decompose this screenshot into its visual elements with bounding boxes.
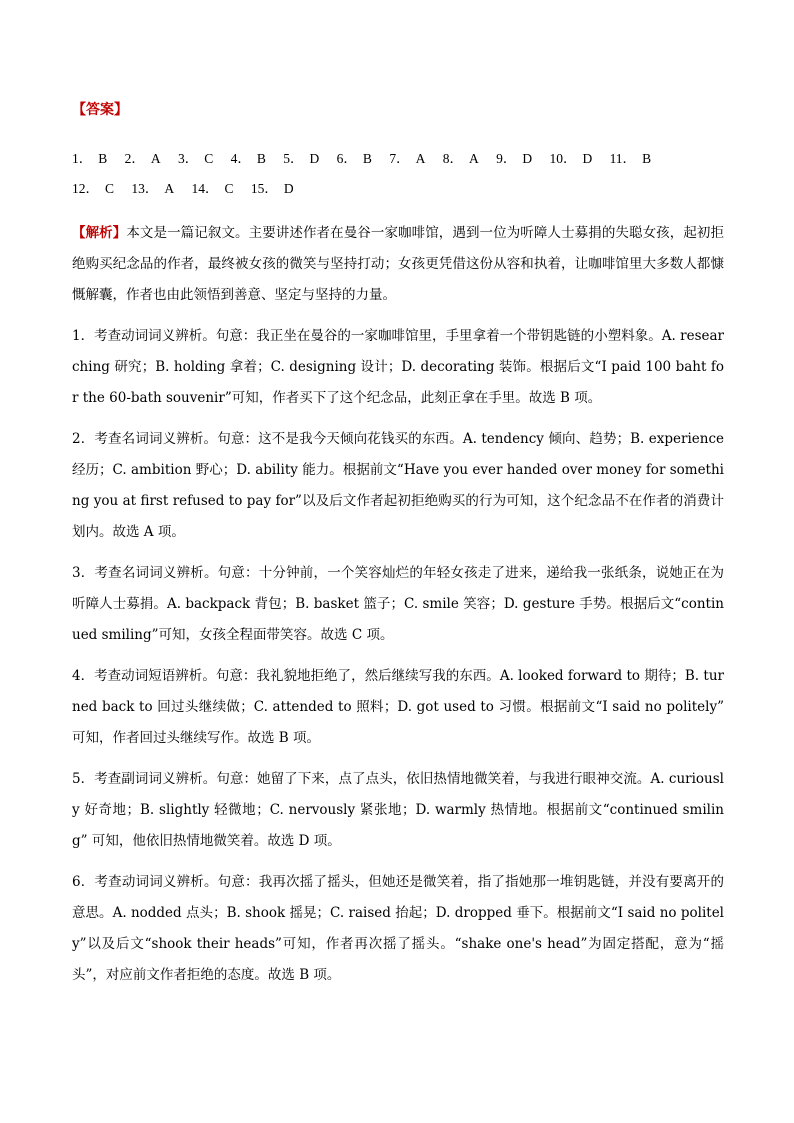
answer-number: 3． <box>178 151 199 166</box>
answer-item <box>178 144 213 174</box>
answer-item <box>443 144 479 174</box>
answer-item <box>283 144 319 174</box>
answer-number: 7． <box>389 151 410 166</box>
answer-number: 2． <box>124 151 145 166</box>
analysis-paragraph <box>72 218 724 311</box>
answer-value: B <box>256 151 266 166</box>
answer-key <box>72 144 724 204</box>
answer-value: D <box>582 151 593 166</box>
question-explanation-4: 4．考查动词短语辨析。句意：我礼貌地拒绝了，然后继续写我的东西。A. looked forward to 期待；B. turned back to 回过头继续做；C. attended to 照料；D. got used to 习惯。根据前文“I said no politely” 可知，作者回过头继续写作。故选 B 项。 <box>72 668 724 746</box>
answer-row <box>72 174 724 204</box>
answer-item <box>610 144 652 174</box>
answer-item <box>251 174 294 204</box>
analysis-summary: 本文是一篇记叙文。主要讲述作者在曼谷一家咖啡馆，遇到一位为听障人士募捐的失聪女孩，起初拒绝购买纪念品的作者，最终被女孩的微笑与坚持打动；女孩更凭借这份从容和执着，让咖啡馆里大多数人都慷慨解囊，作者也由此领悟到善意、坚定与坚持的力量。 <box>72 225 725 303</box>
answer-value: B <box>362 151 372 166</box>
answer-heading-bracket-left: 【 <box>72 102 86 118</box>
answer-value: B <box>642 151 652 166</box>
answer-number: 9． <box>496 151 517 166</box>
answer-number: 8． <box>442 151 463 166</box>
analysis-label: 【解析】 <box>72 225 127 241</box>
answer-value: A <box>164 181 175 196</box>
answer-item <box>496 144 532 174</box>
document-page <box>72 98 724 991</box>
answer-value: A <box>415 151 426 166</box>
answer-number: 5． <box>283 151 304 166</box>
answer-row <box>72 144 724 174</box>
answer-item <box>72 144 107 174</box>
question-explanation-6: 6．考查动词词义辨析。句意：我再次摇了摇头，但她还是微笑着，指了指她那一堆钥匙链，并没有要离开的意思。A. nodded 点头；B. shook 摇晃；C. raised 抬起；D. dropped 垂下。根据前文“I said no politely”以及后文“shook their heads”可知，作者再次摇了摇头。“shake one's head”为固定搭配，意为“摇头”，对应前文作者拒绝的态度。故选 B 项。 <box>72 874 724 983</box>
answer-number: 13． <box>131 181 159 196</box>
analysis-section <box>72 218 724 311</box>
answer-value: D <box>309 151 320 166</box>
question-explanation-3: 3．考查名词词义辨析。句意：十分钟前，一个笑容灿烂的年轻女孩走了进来，递给我一张纸条，说她正在为听障人士募捐。A. backpack 背包；B. basket 篮子；C. smile 笑容；D. gesture 手势。根据后文“continued smiling”可知，女孩全程面带笑容。故选 C 项。 <box>72 565 724 643</box>
answer-value: C <box>204 151 214 166</box>
question-explanation-1: 1．考查动词词义辨析。句意：我正坐在曼谷的一家咖啡馆里，手里拿着一个带钥匙链的小塑料象。A. researching 研究；B. holding 拿着；C. designing 设计；D. decorating 装饰。根据后文“I paid 100 baht for the 60-bath souvenir”可知，作者买下了这个纪念品，此刻正拿在手里。故选 B 项。 <box>72 328 724 406</box>
answer-item <box>549 144 592 174</box>
answer-heading-bracket-right: 】 <box>114 102 128 118</box>
answer-value: D <box>283 181 294 196</box>
answer-value: C <box>224 181 234 196</box>
answer-heading-title: 答案 <box>86 102 114 118</box>
answer-item <box>231 144 266 174</box>
answer-number: 4． <box>230 151 251 166</box>
answer-item <box>192 174 234 204</box>
answer-number: 11． <box>609 151 637 166</box>
answer-value: A <box>468 151 479 166</box>
answer-value: A <box>150 151 161 166</box>
answer-value: C <box>105 181 115 196</box>
answer-heading <box>72 98 724 122</box>
answer-value: D <box>522 151 533 166</box>
answer-number: 14． <box>191 181 219 196</box>
answer-item <box>125 144 161 174</box>
answer-item <box>131 174 174 204</box>
answer-number: 6． <box>336 151 357 166</box>
answer-number: 1． <box>72 151 93 166</box>
answer-number: 10． <box>549 151 577 166</box>
question-explanation-5: 5．考查副词词义辨析。句意：她留了下来，点了点头，依旧热情地微笑着，与我进行眼神交流。A. curiously 好奇地；B. slightly 轻微地；C. nervously 紧张地；D. warmly 热情地。根据前文“continued smiling” 可知，他依旧热情地微笑着。故选 D 项。 <box>72 771 724 849</box>
answer-item <box>72 174 114 204</box>
question-explanation-2: 2．考查名词词义辨析。句意：这不是我今天倾向花钱买的东西。A. tendency 倾向、趋势；B. experience 经历；C. ambition 野心；D. ability 能力。根据前文“Have you ever handed over money for something you at first refused to pay for”以及后文作者起初拒绝购买的行为可知，这个纪念品不在作者的消费计划内。故选 A 项。 <box>72 431 724 540</box>
answer-value: B <box>98 151 108 166</box>
answer-item <box>337 144 372 174</box>
answer-number: 12． <box>72 181 99 196</box>
answer-item <box>389 144 425 174</box>
answer-number: 15． <box>250 181 278 196</box>
